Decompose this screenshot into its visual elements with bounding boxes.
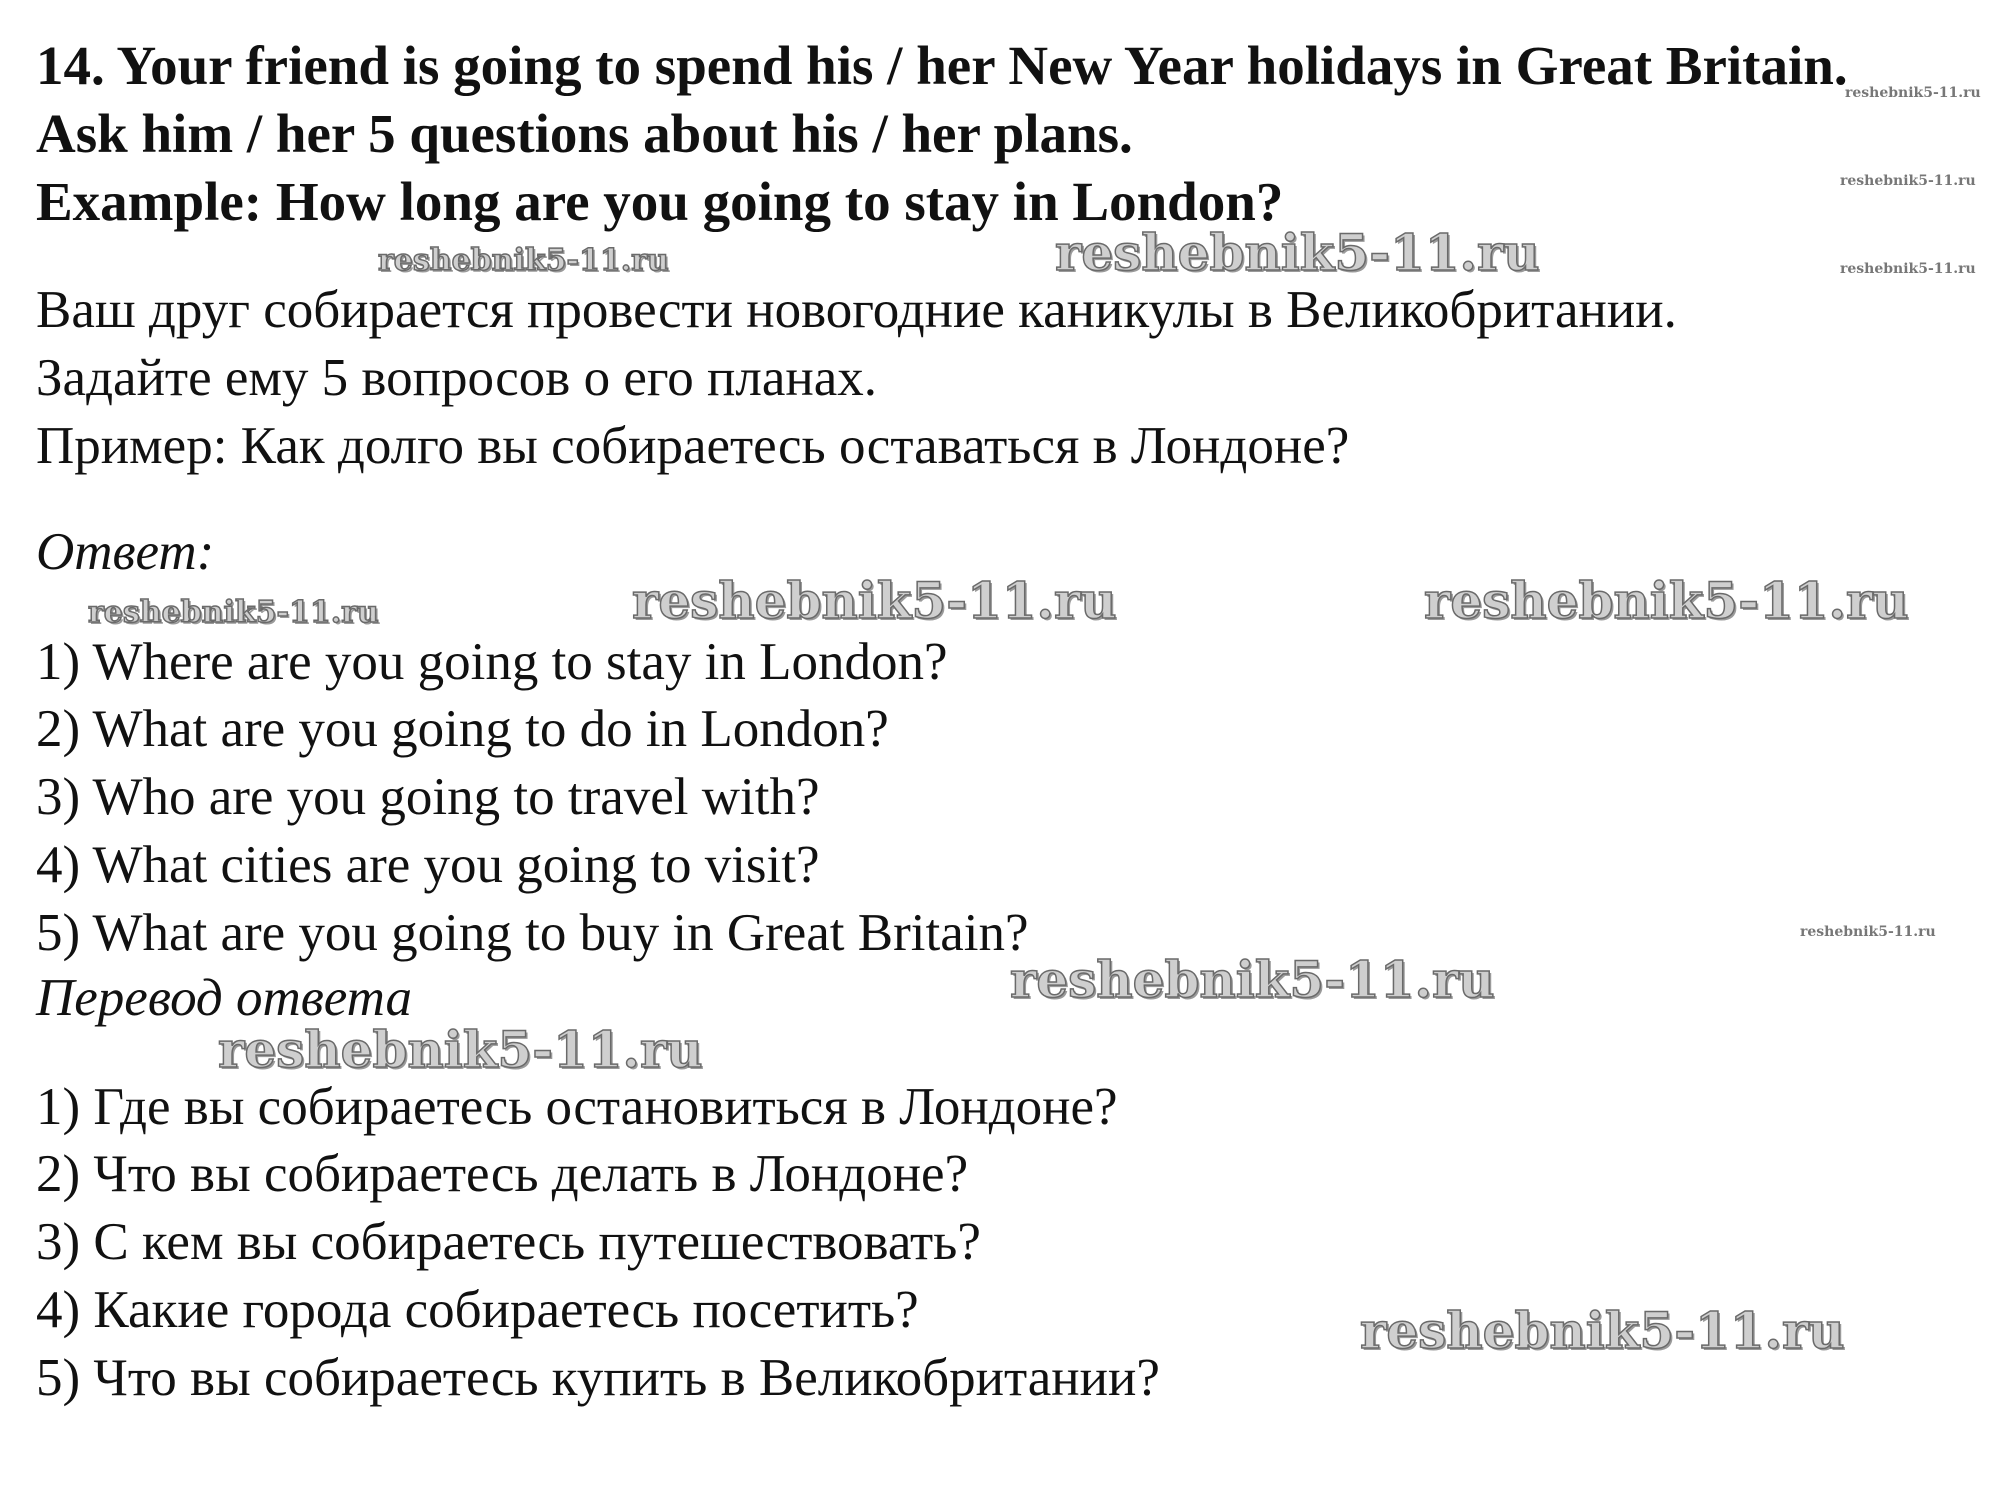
answer-translation-item: 1) Где вы собираетесь остановиться в Лондоне? <box>36 1078 1118 1136</box>
watermark: reshebnik5-11.ru <box>1840 173 1976 189</box>
answer-item: 1) Where are you going to stay in London? <box>36 633 948 691</box>
watermark: reshebnik5-11.ru <box>1800 924 1936 940</box>
task-line-1: 14. Your friend is going to spend his / her New Year holidays in Great Britain. <box>36 35 1848 96</box>
watermark: reshebnik5-11.ru <box>1845 85 1981 101</box>
watermark: reshebnik5-11.ru <box>632 571 1117 630</box>
watermark: reshebnik5-11.ru <box>1840 261 1976 277</box>
answer-item: 3) Who are you going to travel with? <box>36 768 820 826</box>
watermark: reshebnik5-11.ru <box>218 1020 703 1079</box>
watermark: reshebnik5-11.ru <box>1055 223 1540 282</box>
translation-line-1: Ваш друг собирается провести новогодние каникулы в Великобритании. <box>36 281 1677 339</box>
watermark: reshebnik5-11.ru <box>378 243 669 278</box>
watermark: reshebnik5-11.ru <box>1424 571 1909 630</box>
answer-translation-item: 4) Какие города собираетесь посетить? <box>36 1281 919 1339</box>
task-example: Example: How long are you going to stay in London? <box>36 171 1284 232</box>
watermark: reshebnik5-11.ru <box>1360 1301 1845 1360</box>
answer-translation-heading: Перевод ответа <box>36 969 413 1027</box>
task-line-2: Ask him / her 5 questions about his / her plans. <box>36 103 1133 164</box>
watermark: reshebnik5-11.ru <box>1010 950 1495 1009</box>
watermark: reshebnik5-11.ru <box>88 595 379 630</box>
translation-line-2: Задайте ему 5 вопросов о его планах. <box>36 349 877 407</box>
answer-translation-item: 5) Что вы собираетесь купить в Великобритании? <box>36 1349 1160 1407</box>
answer-item: 4) What cities are you going to visit? <box>36 836 820 894</box>
answer-translation-item: 3) С кем вы собираетесь путешествовать? <box>36 1213 981 1271</box>
translation-example: Пример: Как долго вы собираетесь оставаться в Лондоне? <box>36 417 1350 475</box>
answer-item: 5) What are you going to buy in Great Britain? <box>36 904 1029 962</box>
answer-item: 2) What are you going to do in London? <box>36 700 889 758</box>
answer-heading: Ответ: <box>36 523 215 581</box>
answer-translation-item: 2) Что вы собираетесь делать в Лондоне? <box>36 1145 969 1203</box>
